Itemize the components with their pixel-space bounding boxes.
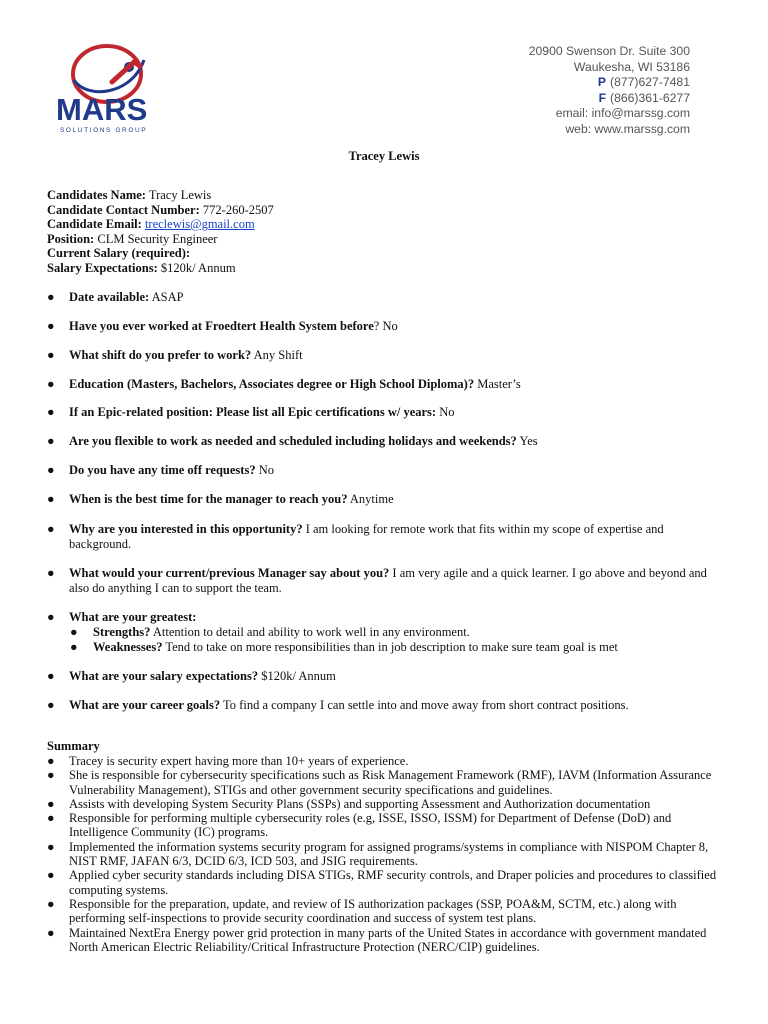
summary-item: ● Responsible for performing multiple cybersecurity roles (e.g, ISSE, ISSO, ISSM) for Department of Defense (DoD) and Intelligence Community (IC) programs. xyxy=(47,811,672,840)
field-email: Candidate Email: treclewis@gmail.com xyxy=(47,217,255,231)
web-line: web: www.marssg.com xyxy=(565,121,690,136)
qa-item: ● Are you flexible to work as needed and scheduled including holidays and weekends? Yes xyxy=(47,434,538,448)
summary-item: ● She is responsible for cybersecurity specifications such as Risk Management Framework (RMF), IAVM (Information Assurance Vulnerability Management), STIGs and other government security specifications and guidelines. xyxy=(47,768,712,797)
qa-item: ● What are your career goals? To find a company I can settle into and move away from short contract positions. xyxy=(47,698,629,712)
qa-item: ● When is the best time for the manager to reach you? Anytime xyxy=(47,492,394,506)
sub-item-strengths: ● Strengths? Attention to detail and ability to work well in any environment. xyxy=(70,625,470,639)
field-candidate-name: Candidates Name: Tracy Lewis xyxy=(47,188,212,202)
summary-item: ● Responsible for the preparation, update, and review of IS authorization packages (SSP, POA&M, SCTM, etc.) along with performing self-inspections to provide security coordination and success of system test plans. xyxy=(47,896,677,926)
summary-list xyxy=(47,754,727,954)
fax-label: F xyxy=(598,90,607,105)
summary-item: ● Implemented the information systems security program for assigned programs/systems in compliance with NISPOM Chapter 8, NIST RMF, JAFAN 6/3, DCID 6/3, ICD 503, and JSIG requirements. xyxy=(47,839,709,869)
logo-wordmark: MARS xyxy=(56,92,148,127)
field-salary-expectations: Salary Expectations: $120k/ Annum xyxy=(47,260,236,275)
address-line-1: 20900 Swenson Dr. Suite 300 xyxy=(528,44,690,58)
qa-item: ● If an Epic-related position: Please list all Epic certifications w/ years: No xyxy=(47,405,455,419)
field-contact-number: Candidate Contact Number: 772-260-2507 xyxy=(47,202,274,217)
summary-item: ● Assists with developing System Security Plans (SSPs) and supporting Assessment and Authorization documentation xyxy=(47,796,651,811)
summary-heading: Summary xyxy=(47,739,100,753)
qa-item: ● Do you have any time off requests? No xyxy=(47,463,274,477)
document-title: Tracey Lewis xyxy=(348,149,420,163)
qa-item: ● Why are you interested in this opportunity? I am looking for remote work that fits within my scope of expertise and background. xyxy=(47,522,664,551)
candidate-info xyxy=(47,188,727,275)
contact-block xyxy=(520,44,690,137)
qa-item: ● What are your greatest: xyxy=(47,610,197,624)
email-link[interactable]: treclewis@gmail.com xyxy=(144,217,255,231)
qa-item: ● What are your salary expectations? $120k/ Annum xyxy=(47,669,336,683)
field-position: Position: CLM Security Engineer xyxy=(47,231,218,246)
phone-line xyxy=(520,75,690,91)
fax-line xyxy=(520,91,690,107)
email-line: email: info@marssg.com xyxy=(555,106,690,120)
summary-item: ● Maintained NextEra Energy power grid protection in many parts of the United States in accordance with government mandated North American Electric Reliability/Critical Infrastructure Protection (NERC/CIP) guidelines. xyxy=(47,925,707,954)
qa-item: ● Date available: ASAP xyxy=(47,290,184,304)
summary-item: ● Applied cyber security standards including DISA STIGs, RMF security controls, and Draper policies and procedures to classified computing systems. xyxy=(47,868,717,897)
field-current-salary: Current Salary (required): xyxy=(47,246,191,260)
summary-item: ● Tracey is security expert having more than 10+ years of experience. xyxy=(47,754,409,768)
fax-number: (866)361-6277 xyxy=(610,90,690,105)
qa-item: ● Have you ever worked at Froedtert Health System before? No xyxy=(47,319,398,333)
sub-item-weaknesses: ● Weaknesses? Tend to take on more responsibilities than in job description to make sure team goal is met xyxy=(70,640,618,654)
address-line-2: Waukesha, WI 53186 xyxy=(573,59,690,74)
phone-number: (877)627-7481 xyxy=(610,75,690,89)
qa-item: ● Education (Masters, Bachelors, Associates degree or High School Diploma)? Master’s xyxy=(47,377,521,391)
qa-item: ● What shift do you prefer to work? Any Shift xyxy=(47,348,303,362)
company-logo xyxy=(52,40,197,135)
phone-label: P xyxy=(597,75,607,89)
qa-item: ● What would your current/previous Manager say about you? I am very agile and a quick learner. I go above and beyond and also do anything I can to support the team. xyxy=(47,566,707,595)
logo-subtext: SOLUTIONS GROUP xyxy=(60,127,148,134)
